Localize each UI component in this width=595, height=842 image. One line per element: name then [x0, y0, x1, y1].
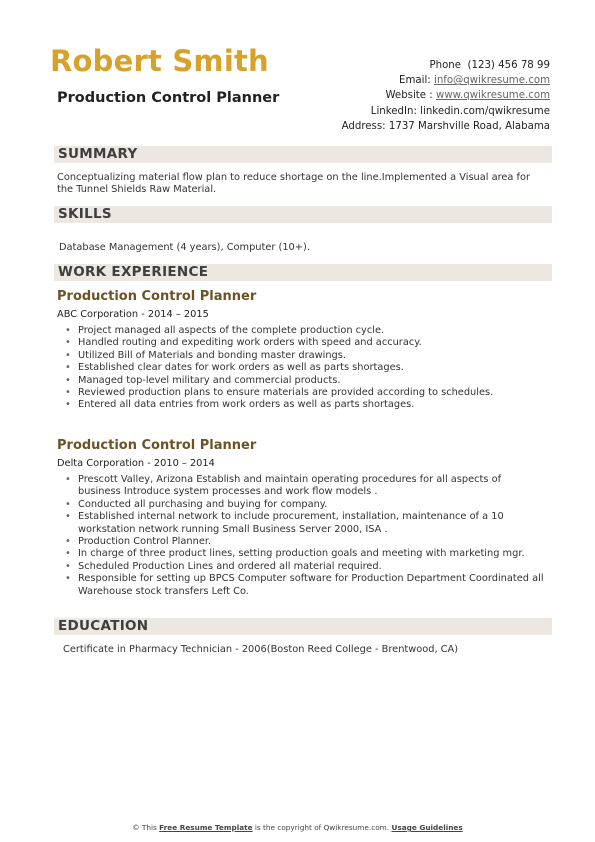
job-2-bullets: [65, 474, 545, 598]
footer: [0, 823, 595, 832]
website-label: Website :: [385, 90, 433, 102]
contact-phone: [342, 58, 550, 73]
list-item: • Reviewed production plans to ensure materials are provided according to schedules.: [65, 387, 545, 399]
skills-text: Database Management (4 years), Computer (10+).: [59, 242, 310, 253]
list-item: • Entered all data entries from work orders as well as parts shortages.: [65, 399, 545, 411]
list-item: • Scheduled Production Lines and ordered all material required.: [65, 561, 545, 573]
contact-linkedin: [342, 104, 550, 119]
contact-email: [342, 73, 550, 88]
footer-prefix: © This: [132, 823, 160, 832]
usage-guidelines-link[interactable]: Usage Guidelines: [391, 823, 463, 832]
email-label: Email:: [399, 75, 431, 87]
education-text: Certificate in Pharmacy Technician - 2006(Boston Reed College - Brentwood, CA): [63, 644, 459, 655]
website-link[interactable]: www.qwikresume.com: [435, 90, 550, 102]
email-link[interactable]: info@qwikresume.com: [433, 75, 550, 87]
footer-middle: is the copyright of Qwikresume.com.: [252, 823, 392, 832]
list-item: • Handled routing and expediting work orders with speed and accuracy.: [65, 337, 545, 349]
list-item: • Established clear dates for work orders as well as parts shortages.: [65, 362, 545, 374]
candidate-name: Robert Smith: [50, 44, 269, 78]
job-1-company: ABC Corporation - 2014 – 2015: [57, 309, 209, 320]
contact-address: [342, 119, 550, 134]
list-item: • Utilized Bill of Materials and bonding master drawings.: [65, 350, 545, 362]
education-heading: EDUCATION: [58, 618, 149, 634]
contact-website: [342, 88, 550, 103]
summary-text: Conceptualizing material flow plan to reduce shortage on the line.Implemented a Visual area for the Tunnel Shields Raw Material.: [57, 172, 531, 196]
job-1-bullets: [65, 325, 545, 412]
list-item: • Prescott Valley, Arizona Establish and maintain operating procedures for all aspects of business Introduce system processes and work flow models .: [65, 474, 545, 499]
list-item: • Production Control Planner.: [65, 536, 545, 548]
contact-block: [342, 58, 550, 134]
address-label: Address:: [341, 120, 386, 132]
phone-label: Phone: [429, 60, 462, 71]
work-section-bar: [54, 264, 552, 281]
list-item: • Conducted all purchasing and buying for company.: [65, 499, 545, 511]
free-resume-template-link[interactable]: Free Resume Template: [159, 823, 253, 832]
list-item: • Responsible for setting up BPCS Computer software for Production Department Coordinated all Warehouse stock transfers Left Co.: [65, 573, 545, 598]
job-1-title: Production Control Planner: [57, 289, 257, 304]
work-heading: WORK EXPERIENCE: [58, 264, 209, 280]
education-section-bar: [54, 618, 552, 635]
list-item: • Managed top-level military and commercial products.: [65, 375, 545, 387]
list-item: • Project managed all aspects of the complete production cycle.: [65, 325, 545, 337]
list-item: • Established internal network to include procurement, installation, maintenance of a 10 workstation network running Small Business Server 2000, ISA .: [65, 511, 545, 536]
linkedin-value: linkedin.com/qwikresume: [420, 105, 550, 117]
skills-section-bar: [54, 206, 552, 223]
list-item: • In charge of three product lines, setting production goals and meeting with marketing mgr.: [65, 548, 545, 560]
summary-heading: SUMMARY: [58, 146, 138, 162]
skills-heading: SKILLS: [58, 206, 112, 222]
linkedin-label: LinkedIn:: [370, 105, 417, 117]
summary-section-bar: [54, 146, 552, 163]
job-2-company: Delta Corporation - 2010 – 2014: [57, 458, 215, 469]
candidate-title: Production Control Planner: [57, 90, 280, 106]
job-2-title: Production Control Planner: [57, 438, 257, 453]
phone-value: (123) 456 78 99: [467, 60, 550, 71]
address-value: 1737 Marshville Road, Alabama: [388, 120, 550, 132]
